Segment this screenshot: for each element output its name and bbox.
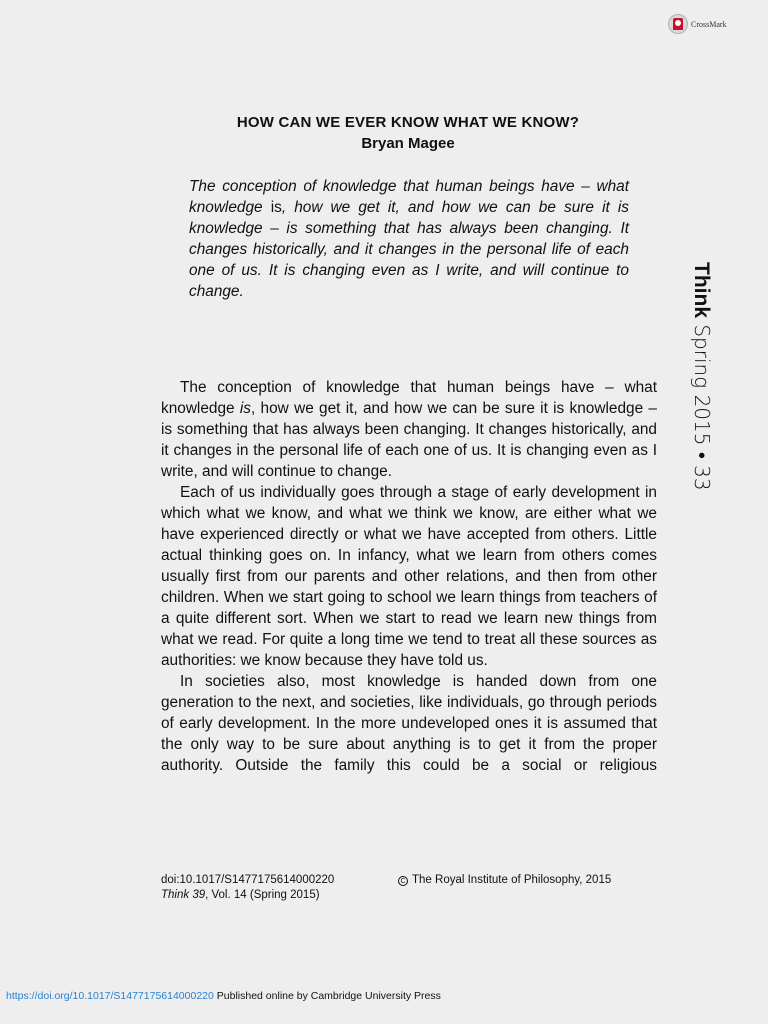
copyright-icon: C [398,876,408,886]
crossmark-badge[interactable] [668,14,727,34]
footer-doi: doi:10.1017/S1477175614000220 [161,874,335,886]
running-head-vertical [689,262,714,491]
body-paragraph-3: In societies also, most knowledge is handed down from one generation to the next, and societies, like individuals, go through periods of early development. In the more undeveloped ones it is assumed that the only way to be sure about anything is to get it from the proper authority. Outside the family this could be a social or religious [161,673,657,774]
body-p1-is-word: is [239,400,251,417]
published-note: Published online by Cambridge University Press [213,990,441,1002]
footer-copyright [398,873,611,888]
crossmark-icon [668,14,688,34]
footer-journal [161,888,334,903]
footer-journal-volume: , Vol. 14 (Spring 2015) [205,889,320,901]
running-head-journal: Think [690,262,713,318]
footer-copyright-text: The Royal Institute of Philosophy, 2015 [412,874,612,886]
abstract-text-2: , how we get it, and how we can be sure it is knowledge – is something that has always been changing. It changes historically, and it changes in the personal life of each one of us. It is changing even as I write, and will continue to change. [189,199,629,300]
article-body [161,377,657,776]
footer-citation [161,873,334,903]
abstract-is-word: is [270,199,282,216]
footer-journal-name: Think 39 [161,889,206,901]
abstract [189,176,629,302]
crossmark-label: CrossMark [691,19,727,29]
body-paragraph-1 [161,377,657,482]
doi-link[interactable]: https://doi.org/10.1017/S1477175614000220 [6,990,214,1002]
publisher-bar [6,990,441,1002]
article-author: Bryan Magee [361,135,455,152]
body-paragraph-2: Each of us individually goes through a stage of early development in which what we know, and what we think we know, are either what we have experienced directly or what we have accepted from others. Little actual thinking goes on. In infancy, what we learn from others comes usually first from our parents and other relations, and then from other children. When we start going to school we learn things from teachers of a quite different sort. When we start to read we learn new things from what we read. For quite a long time we tend to treat all these sources as authorities: we know because they have told us. [161,484,657,669]
abstract-text-1: The conception of knowledge that human beings have – what knowledge [189,178,629,216]
body-p1-text-a: The conception of knowledge that human beings have – what knowledge [161,379,657,417]
body-p1-text-b: , how we get it, and how we can be sure it is knowledge – is something that has always been changing. It changes historically, and it changes in the personal life of each one of us. It is changing even as I write, and will continue to change. [161,400,657,480]
article-title: HOW CAN WE EVER KNOW WHAT WE KNOW? [236,114,580,131]
running-head-issue: Spring 2015 • 33 [690,318,714,491]
